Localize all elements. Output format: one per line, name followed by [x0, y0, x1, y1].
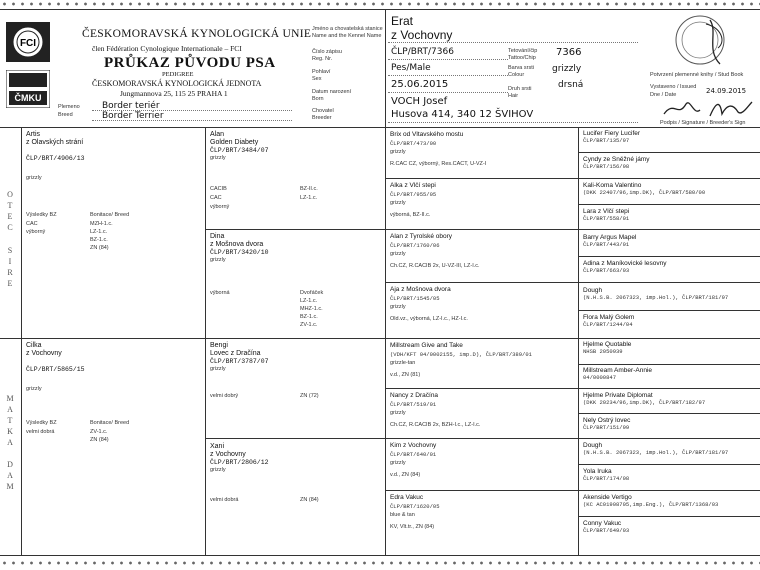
gen4-13-reg: (N.H.S.B. 2067323, imp.Hol.), ČLP/BRT/181/97: [583, 449, 729, 456]
gen4-4-name: Lara z Vlčí stepi: [583, 208, 630, 215]
dam-reg: ČLP/BRT/5865/15: [26, 366, 85, 373]
gen3-6-titles: Ch.CZ, R.CACIB 2x, BZH-I.c., LZ-I.c.: [390, 422, 481, 428]
gen3-2-reg: ČLP/BRT/955/05: [390, 191, 437, 198]
sire-colour: grizzly: [26, 175, 42, 181]
gen2-3-colour: grizzly: [210, 366, 226, 372]
unie-title: ČESKOMORAVSKÁ KYNOLOGICKÁ UNIE: [82, 28, 312, 40]
gen4-cell-16: [583, 520, 758, 534]
sire-result-1: CAC: [26, 221, 38, 227]
grid-q3: [205, 438, 760, 439]
matka-a2: A: [7, 438, 13, 447]
gen4-16-reg: ČLP/BRT/649/03: [583, 527, 630, 534]
gen3-5-titles: v.d., ZN (81): [390, 372, 421, 378]
gen3-3-reg: ČLP/BRT/1760/06: [390, 242, 440, 249]
dog-hair: drsná: [558, 80, 584, 90]
gen2-4-name: Xani: [210, 443, 225, 450]
gen2-1-title-2: LZ-1.c.: [300, 195, 318, 201]
dog-sex: Pes/Male: [391, 63, 431, 73]
gen3-6-reg: ČLP/BRT/519/01: [390, 401, 437, 408]
fci-logo: [6, 22, 50, 62]
grid-s1: [578, 152, 760, 153]
sire-i: I: [8, 257, 12, 266]
gen3-cell-7: [390, 442, 575, 478]
dam-d: D: [7, 460, 13, 469]
gen3-3-colour: grizzly: [390, 251, 406, 257]
gen2-cell-4: [210, 443, 382, 473]
date-label: Dne / Date: [650, 92, 677, 98]
gen4-2-name: Cyndy ze Sněžné jámy: [583, 156, 650, 163]
sire-title-1: MZH-1.c.: [90, 221, 113, 227]
dam-kennel: z Vochovny: [26, 350, 62, 357]
otec-e: E: [7, 212, 13, 221]
dog-tattoo: 7366: [556, 47, 582, 58]
gen2-4-colour: grizzly: [210, 467, 226, 473]
gen2-4-reg: ČLP/BRT/2806/12: [210, 459, 269, 466]
gen2-1-result-2: CAC: [210, 195, 222, 201]
grid-q1: [205, 229, 760, 230]
dam-colour: grizzly: [26, 386, 42, 392]
gen2-3-result-1: velmi dobrý: [210, 393, 239, 399]
grid-s13: [578, 464, 760, 465]
gen4-15-reg: (KC AC01908705,imp.Eng.), ČLP/BRT/1368/03: [583, 501, 719, 508]
gen2-2-title-2: LZ-1.c.: [300, 298, 318, 304]
breed-line-2: [92, 120, 292, 121]
gen4-cell-8: [583, 314, 758, 328]
gen4-15-name: Akenside Vertigo: [583, 494, 632, 501]
jednota-title: ČESKOMORAVSKÁ KYNOLOGICKÁ JEDNOTA: [92, 79, 262, 88]
gen4-11-reg: (DKK 20234/96,imp.DK), ČLP/BRT/182/97: [583, 399, 706, 406]
breed-cz: Border teriér: [102, 101, 160, 111]
frame-top: [0, 9, 760, 10]
otec-o: O: [7, 190, 13, 199]
grid-s9: [578, 364, 760, 365]
gen3-cell-5: [390, 342, 575, 378]
matka-t: T: [7, 416, 13, 425]
gen4-cell-10: [583, 367, 758, 381]
gen3-4-reg: ČLP/BRT/1545/05: [390, 295, 440, 302]
grid-s7: [578, 310, 760, 311]
grid-s15: [578, 516, 760, 517]
gen4-13-name: Dough: [583, 442, 603, 449]
gen4-14-name: Yola Iruka: [583, 468, 612, 475]
gen3-4-name: Aja z Mošnova dvora: [390, 286, 451, 293]
gen2-2-title-4: BZ-1.c.: [300, 314, 318, 320]
gen3-1-reg: ČLP/BRT/473/00: [390, 140, 437, 147]
gen2-4-title-1: ZN (84): [300, 497, 319, 503]
dam-title-1: ZV-1.c.: [90, 429, 108, 435]
sire-r: R: [7, 268, 13, 277]
studbook-stamp: [648, 14, 752, 72]
gen4-2-reg: ČLP/BRT/156/98: [583, 163, 630, 170]
sire-title-4: ZN (84): [90, 245, 109, 251]
sire-name: Artis: [26, 131, 40, 138]
sire-cell: [26, 131, 202, 181]
label-sex-en: Sex: [312, 76, 322, 82]
gen3-cell-4: [390, 286, 575, 322]
gen4-7-name: Dough: [583, 287, 603, 294]
gen3-7-name: Kim z Vochovny: [390, 442, 437, 449]
col-line-2: [205, 127, 206, 555]
gen2-2-title-5: ZV-1.c.: [300, 322, 318, 328]
gen2-1-name: Alan: [210, 131, 225, 138]
sire-title-2: LZ-1.c.: [90, 229, 108, 235]
gen2-1-result-3: výborný: [210, 204, 230, 210]
gen2-2-title-3: MHZ-1.c.: [300, 306, 323, 312]
dam-m: M: [6, 482, 14, 491]
sire-result-2: výborný: [26, 229, 46, 235]
gen3-2-name: Alka z Vlčí stepi: [390, 182, 436, 189]
gen4-cell-11: [583, 392, 758, 406]
gen4-8-reg: ČLP/BRT/1244/04: [583, 321, 633, 328]
label-tattoo-en: Tattoo/Chip: [508, 55, 536, 61]
gen4-cell-5: [583, 234, 758, 248]
gen3-2-titles: výborná, BZ-II.c.: [390, 212, 431, 218]
gen4-cell-15: [583, 494, 758, 508]
gen2-cell-3: [210, 342, 382, 372]
gen3-7-titles: v.d., ZN (84): [390, 472, 421, 478]
studbook-label: Potvrzení plemenné knihy / Stud Book: [650, 72, 744, 78]
gen3-4-colour: grizzly: [390, 304, 406, 310]
dam-exam-label2: Bonitace/ Breed: [90, 420, 130, 426]
dog-name: Erat: [391, 14, 414, 28]
col-line-1: [21, 127, 22, 555]
sire-reg: ČLP/BRT/4906/13: [26, 155, 85, 162]
top-border-pattern: [0, 0, 760, 8]
dog-reg: ČLP/BRT/7366: [391, 47, 454, 57]
label-reg: Číslo zápisu: [312, 49, 342, 55]
gen2-1-title-1: BZ-II.c.: [300, 186, 318, 192]
dog-breeder-name: VOCH Josef: [391, 96, 448, 107]
otec-c: C: [7, 223, 13, 232]
gen4-cell-6: [583, 260, 758, 274]
sire-e: E: [7, 279, 13, 288]
breed-en: Border Terrier: [102, 111, 164, 121]
label-sex: Pohlaví: [312, 69, 331, 75]
gen4-cell-7: [583, 287, 758, 301]
grid-e5: [385, 388, 760, 389]
gen3-5-reg: (VDH/KFT 04/0002155, imp.D), ČLP/BRT/389/01: [390, 351, 532, 358]
gen4-12-reg: ČLP/BRT/151/99: [583, 424, 630, 431]
grid-s3: [578, 204, 760, 205]
grid-e3: [385, 282, 760, 283]
gen2-3-kennel: Lovec z Dračína: [210, 350, 261, 357]
label-birth-en: Born: [312, 96, 324, 102]
gen4-cell-9: [583, 341, 758, 355]
dog-sex-line: [388, 75, 508, 76]
gen3-8-reg: ČLP/BRT/1620/05: [390, 503, 440, 510]
grid-mid: [0, 338, 760, 339]
gen3-2-colour: grizzly: [390, 200, 406, 206]
gen3-5-name: Millstream Give and Take: [390, 342, 463, 349]
label-birth: Datum narození: [312, 89, 352, 95]
gen4-cell-2: [583, 156, 758, 170]
gen3-3-name: Alan z Tyrolské obory: [390, 233, 453, 240]
gen4-10-reg: 04/0000847: [583, 374, 617, 381]
gen3-6-colour: grizzly: [390, 410, 406, 416]
breed-line-1: [92, 110, 292, 111]
dog-kennel: z Vochovny: [391, 28, 453, 42]
breed-label: Breed: [58, 112, 73, 118]
dog-reg-line: [388, 59, 508, 60]
matka-m: M: [6, 394, 14, 403]
grid-top: [0, 127, 760, 128]
label-hair-en: Hair: [508, 93, 519, 99]
gen4-8-name: Flora Malý Golem: [583, 314, 635, 321]
label-colour: Barva srsti: [508, 65, 534, 71]
grid-s11: [578, 413, 760, 414]
sire-exam-label2: Bonitace/ Breed: [90, 212, 130, 218]
grid-e1: [385, 178, 760, 179]
gen3-7-colour: grizzly: [390, 460, 406, 466]
gen2-2-kennel: z Mošnova dvora: [210, 241, 264, 248]
label-tattoo: Tetování/čip: [508, 48, 538, 54]
dam-result-1: velmi dobrá: [26, 429, 55, 435]
gen3-3-titles: Ch.CZ, R.CACIB 2x, U-VZ-III, LZ-I.c.: [390, 263, 480, 269]
gen4-4-reg: ČLP/BRT/558/01: [583, 215, 630, 222]
otec-t: T: [7, 201, 13, 210]
gen2-3-reg: ČLP/BRT/3787/07: [210, 358, 269, 365]
plemeno-label: Plemeno: [58, 104, 80, 110]
dam-a: A: [7, 471, 13, 480]
gen4-5-reg: ČLP/BRT/443/01: [583, 241, 630, 248]
dog-breeder-line: [388, 122, 638, 123]
gen4-14-reg: ČLP/BRT/174/08: [583, 475, 630, 482]
gen2-1-kennel: Golden Diabety: [210, 139, 259, 146]
cmku-logo: [6, 70, 50, 108]
gen2-2-name: Dina: [210, 233, 225, 240]
fci-logo-text: FCI: [19, 38, 37, 49]
signature-label: Podpis / Signature / Breeder's Sign: [660, 120, 746, 126]
fci-member: člen Fédération Cynologique Internationale – FCI: [92, 44, 242, 53]
gen3-cell-6: [390, 392, 575, 428]
gen4-3-name: Kali-Koma Valentino: [583, 182, 642, 189]
grid-s5: [578, 256, 760, 257]
label-breeder-en: Breeder: [312, 115, 332, 121]
dog-name-line: [388, 42, 638, 43]
matka-a: A: [7, 405, 13, 414]
gen2-4-kennel: z Vochovny: [210, 451, 246, 458]
gen3-8-name: Edra Vakuc: [390, 494, 424, 501]
dam-exam-label: Výsledky BZ: [26, 420, 57, 426]
gen3-cell-2: [390, 182, 575, 218]
gen4-cell-13: [583, 442, 758, 456]
label-hair: Druh srsti: [508, 86, 532, 92]
vystaveno-label: Vystaveno / Issued: [650, 84, 697, 90]
gen4-6-reg: ČLP/BRT/663/03: [583, 267, 630, 274]
gen3-1-titles: R.CAC CZ, výborný, Res.CACT, U-VZ-I: [390, 161, 487, 167]
gen3-cell-8: [390, 494, 575, 530]
grid-e7: [385, 490, 760, 491]
gen2-2-colour: grizzly: [210, 257, 226, 263]
signature-mark: [660, 96, 756, 120]
cmku-logo-text: ČMKU: [14, 93, 42, 103]
sire-exam-label: Výsledky BZ: [26, 212, 57, 218]
document-title: PRŮKAZ PŮVODU PSA: [104, 55, 276, 71]
gen3-8-titles: KV, Vlt.tr., ZN (84): [390, 524, 435, 530]
gen3-cell-1: [390, 131, 575, 167]
dam-name: Cilka: [26, 342, 42, 349]
gen4-10-name: Millstream Amber-Annie: [583, 367, 652, 374]
frame-bottom: [0, 555, 760, 556]
label-breeder: Chovatel: [312, 108, 334, 114]
gen2-cell-1: [210, 131, 382, 161]
label-name-en: Name and the Kennel Name: [312, 33, 382, 39]
jednota-address: Jungmannova 25, 115 25 PRAHA 1: [120, 89, 228, 98]
gen4-5-name: Barry Argus Mapel: [583, 234, 637, 241]
gen4-1-reg: ČLP/BRT/135/97: [583, 137, 630, 144]
gen4-1-name: Lucifer Fiery Lucifer: [583, 130, 641, 137]
gen4-6-name: Adina z Maníkovické lesovny: [583, 260, 667, 267]
gen2-4-result-1: velmi dobrá: [210, 497, 239, 503]
gen4-cell-4: [583, 208, 758, 222]
gen4-12-name: Nely Ostrý lovec: [583, 417, 631, 424]
gen4-9-name: Hjelme Quotable: [583, 341, 632, 348]
stamp-date: 24.09.2015: [706, 87, 747, 95]
dog-birth: 25.06.2015: [391, 79, 449, 90]
gen2-2-title-1: Dvořáček: [300, 290, 324, 296]
gen3-4-titles: Old.vz., výborná, LZ-I.c., HZ-I.c.: [390, 316, 468, 322]
gen4-7-reg: (N.H.S.B. 2067323, imp.Hol.), ČLP/BRT/181/97: [583, 294, 729, 301]
dog-birth-line: [388, 92, 508, 93]
sire-s: S: [7, 246, 13, 255]
gen3-5-colour: grizzle-tan: [390, 360, 416, 366]
gen4-3-reg: (DKK 22407/96,imp.DK), ČLP/BRT/580/00: [583, 189, 706, 196]
gen2-2-result-1: výborná: [210, 290, 230, 296]
gen2-1-result-1: CACIB: [210, 186, 227, 192]
label-name: Jméno a chovatelská stanice: [312, 26, 383, 32]
gen2-3-name: Bengi: [210, 342, 228, 349]
gen4-11-name: Hjelme Private Diplomat: [583, 392, 653, 399]
gen3-8-colour: blue & tan: [390, 512, 415, 518]
gen3-6-name: Nancy z Dračína: [390, 392, 439, 399]
gen3-7-reg: ČLP/BRT/640/01: [390, 451, 437, 458]
gen2-cell-2: [210, 233, 382, 263]
dog-colour: grizzly: [552, 64, 582, 74]
bottom-border-pattern: [0, 559, 760, 567]
gen2-1-reg: ČLP/BRT/3484/07: [210, 147, 269, 154]
label-reg-en: Reg. Nr.: [312, 56, 333, 62]
sire-kennel: z Olavských strání: [26, 139, 84, 146]
gen3-1-colour: grizzly: [390, 149, 406, 155]
dam-cell: [26, 342, 202, 392]
gen2-2-reg: ČLP/BRT/3420/10: [210, 249, 269, 256]
dog-breeder-address: Husova 414, 340 12 ŠVIHOV: [391, 109, 534, 120]
gen2-1-colour: grizzly: [210, 155, 226, 161]
gen4-cell-3: [583, 182, 758, 196]
label-colour-en: Colour: [508, 72, 525, 78]
gen2-3-title-1: ZN (72): [300, 393, 319, 399]
gen4-cell-12: [583, 417, 758, 431]
sire-title-3: BZ-1.c.: [90, 237, 108, 243]
dam-title-2: ZN (84): [90, 437, 109, 443]
gen4-16-name: Conny Vakuc: [583, 520, 622, 527]
gen3-1-name: Brix od Vltavského mostu: [390, 131, 464, 138]
matka-k: K: [7, 427, 13, 436]
gen4-cell-14: [583, 468, 758, 482]
gen4-cell-1: [583, 130, 758, 144]
gen3-cell-3: [390, 233, 575, 269]
gen4-9-reg: NHSB 2050939: [583, 348, 623, 355]
pedigree-label: PEDIGREE: [162, 71, 194, 78]
